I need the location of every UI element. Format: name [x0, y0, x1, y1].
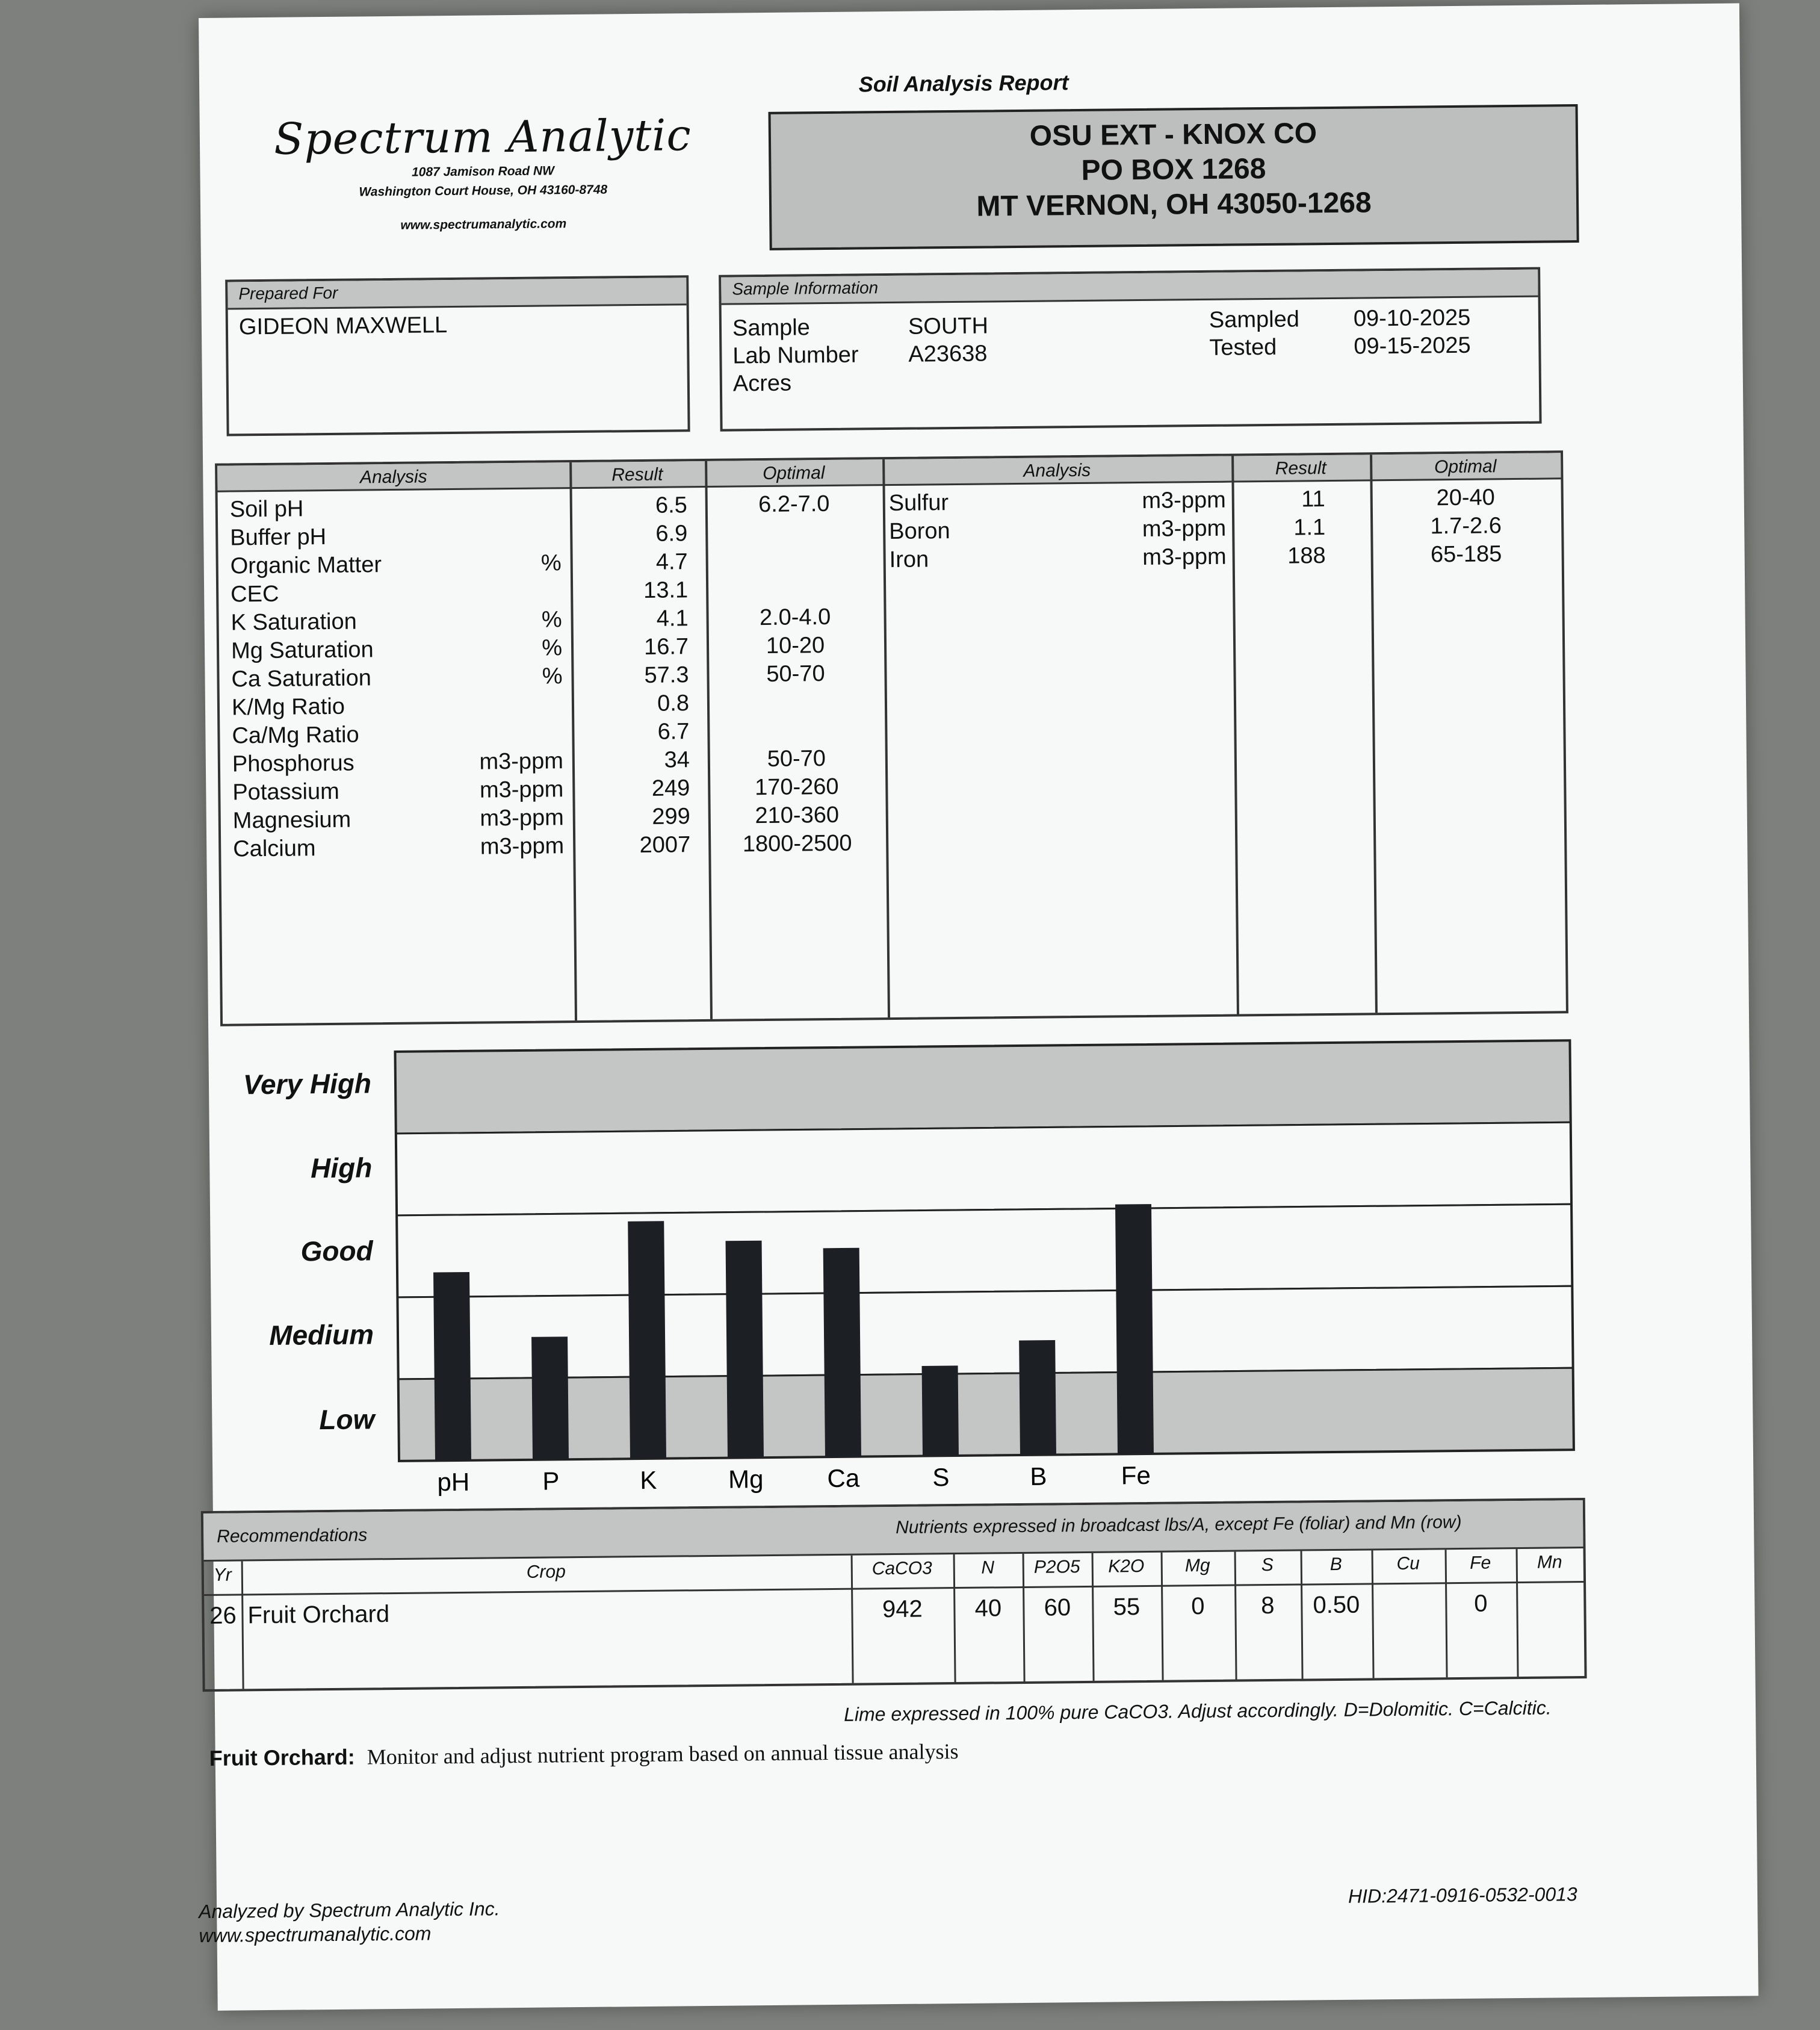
- bar-ca: [823, 1248, 861, 1457]
- analysis-result: 16.7: [643, 634, 689, 660]
- analysis-unit: [400, 691, 563, 721]
- sample-info-box: [719, 267, 1541, 432]
- analysis-name: Sulfur: [888, 490, 949, 517]
- prepared-for-heading: Prepared For: [228, 278, 686, 309]
- footer-block: [199, 1896, 500, 1948]
- level-label-good: Good: [300, 1235, 373, 1267]
- sample-value: SOUTH: [908, 313, 989, 340]
- analysis-unit: %: [542, 635, 563, 661]
- analysis-optimal: 65-185: [1430, 541, 1502, 568]
- analysis-result: 249: [651, 775, 690, 801]
- analysis-name: Buffer pH: [230, 524, 327, 551]
- analysis-unit: m3-ppm: [480, 833, 565, 860]
- x-tick-label: P: [542, 1467, 560, 1495]
- analysis-result: 11: [1301, 486, 1325, 512]
- sampled-date: 09-10-2025: [1353, 305, 1471, 332]
- analysis-name: Magnesium: [232, 807, 351, 834]
- analysis-result: 188: [1287, 543, 1326, 569]
- rec-column-header: B: [1329, 1554, 1342, 1575]
- rec-column-header: Mg: [1184, 1555, 1210, 1576]
- analysis-result: 1.1: [1293, 515, 1326, 541]
- rec-cell: 8: [1261, 1592, 1275, 1619]
- rec-cell: Fruit Orchard: [247, 1601, 390, 1629]
- x-tick-label: B: [1030, 1462, 1047, 1491]
- analysis-name: Calcium: [233, 836, 316, 862]
- level-label-very-high: Very High: [243, 1067, 372, 1100]
- customer-name: GIDEON MAXWELL: [238, 312, 448, 340]
- analysis-optimal: 20-40: [1436, 485, 1496, 511]
- chart-plot: [208, 1034, 1585, 1505]
- analysis-name: K Saturation: [231, 609, 357, 636]
- recommendations-heading: Recommendations: [217, 1525, 368, 1547]
- analysis-header-right: Analysis: [882, 456, 1231, 486]
- nutrient-level-chart: [208, 1034, 1585, 1505]
- rec-column-header: P2O5: [1033, 1557, 1080, 1577]
- level-label-medium: Medium: [268, 1318, 374, 1351]
- analysis-name: Phosphorus: [232, 750, 354, 777]
- analysis-unit: [399, 577, 562, 607]
- analysis-name: Ca Saturation: [231, 665, 372, 692]
- analysis-name: K/Mg Ratio: [231, 694, 345, 721]
- analysis-optimal: [707, 716, 885, 746]
- analysis-unit: %: [542, 663, 563, 689]
- x-tick-label: pH: [437, 1467, 470, 1497]
- lab-number-value: A23638: [908, 341, 988, 367]
- acres-label: Acres: [732, 370, 792, 397]
- report-title: Soil Analysis Report: [858, 70, 1069, 97]
- x-tick-label: Ca: [827, 1464, 860, 1493]
- analysis-optimal: 50-70: [767, 746, 826, 772]
- rec-cell: 60: [1044, 1594, 1071, 1621]
- rec-column-header: Fe: [1470, 1553, 1491, 1573]
- analysis-header-left: Analysis: [217, 462, 569, 492]
- analysis-result: 2007: [639, 832, 691, 858]
- optimal-header-left: Optimal: [705, 459, 882, 488]
- bar-p: [531, 1336, 569, 1460]
- analysis-unit: m3-ppm: [1142, 544, 1227, 570]
- analysis-unit: m3-ppm: [480, 805, 564, 831]
- analysis-optimal: [705, 518, 883, 548]
- analysis-unit: m3-ppm: [1142, 487, 1226, 514]
- level-band: [398, 1368, 1574, 1461]
- analysis-name: Boron: [889, 518, 950, 545]
- analysis-unit: m3-ppm: [479, 748, 564, 775]
- lab-address-line1: 1087 Jamison Road NW: [411, 164, 555, 179]
- level-label-high: High: [310, 1152, 373, 1184]
- sample-info-heading: Sample Information: [721, 270, 1538, 305]
- rec-cell: 0: [1191, 1593, 1205, 1620]
- client-line2: PO BOX 1268: [1081, 152, 1266, 187]
- analysis-result: 13.1: [643, 577, 689, 603]
- analysis-unit: %: [540, 550, 562, 576]
- level-band: [397, 1204, 1572, 1297]
- analysis-unit: [398, 521, 561, 551]
- analysis-unit: [400, 719, 563, 749]
- recommendations-table: [201, 1498, 1587, 1692]
- analysis-table: [215, 450, 1568, 1026]
- rec-cell: 942: [882, 1595, 923, 1623]
- crop-comment-label: Fruit Orchard:: [209, 1744, 355, 1771]
- optimal-header-right: Optimal: [1370, 453, 1561, 481]
- tested-label: Tested: [1209, 334, 1277, 361]
- result-header-left: Result: [569, 461, 705, 489]
- x-tick-label: K: [640, 1465, 657, 1495]
- recommendations-note: Nutrients expressed in broadcast lbs/A, except Fe (foliar) and Mn (row): [895, 1512, 1462, 1538]
- analysis-result: 4.7: [655, 549, 688, 575]
- analysis-name: Mg Saturation: [231, 637, 374, 664]
- analysis-name: CEC: [230, 581, 279, 607]
- sample-label: Sample: [732, 315, 811, 341]
- analysis-optimal: 1.7-2.6: [1430, 513, 1502, 539]
- level-label-low: Low: [319, 1403, 375, 1436]
- x-tick-label: Fe: [1121, 1460, 1151, 1490]
- analysis-optimal: 50-70: [766, 661, 825, 687]
- footer-analyzed-by: Analyzed by Spectrum Analytic Inc.: [199, 1898, 500, 1923]
- sampled-label: Sampled: [1209, 306, 1300, 333]
- rec-column-header: K2O: [1108, 1556, 1145, 1577]
- lab-number-label: Lab Number: [732, 342, 859, 369]
- analysis-unit: m3-ppm: [1142, 515, 1227, 542]
- bar-fe: [1115, 1204, 1154, 1454]
- bar-ph: [433, 1272, 471, 1460]
- bar-mg: [726, 1241, 764, 1458]
- analysis-result: 57.3: [644, 662, 689, 688]
- footer-website: www.spectrumanalytic.com: [199, 1922, 432, 1947]
- bar-s: [922, 1365, 959, 1456]
- level-band: [395, 1040, 1570, 1134]
- lime-note: Lime expressed in 100% pure CaCO3. Adjust accordingly. D=Dolomitic. C=Calcitic.: [843, 1696, 1552, 1725]
- analysis-result: 6.5: [655, 492, 688, 518]
- analysis-optimal: 10-20: [766, 633, 825, 659]
- rec-column-header: CaCO3: [871, 1558, 932, 1579]
- crop-comment-text: Monitor and adjust nutrient program based on annual tissue analysis: [367, 1739, 959, 1769]
- prepared-for-box: [225, 275, 690, 436]
- rec-cell: 40: [974, 1595, 1002, 1622]
- x-tick-label: Mg: [728, 1465, 764, 1494]
- lab-logo: Spectrum Analytic: [273, 110, 692, 164]
- analysis-optimal: 170-260: [754, 774, 839, 801]
- client-line3: MT VERNON, OH 43050-1268: [976, 187, 1372, 223]
- level-band: [396, 1122, 1571, 1215]
- x-tick-label: S: [932, 1463, 950, 1492]
- analysis-optimal: 210-360: [755, 802, 840, 829]
- client-address-box: [769, 104, 1579, 250]
- tested-date: 09-15-2025: [1354, 332, 1471, 359]
- crop-comment: [209, 1739, 959, 1771]
- rec-cell: 0.50: [1313, 1591, 1360, 1619]
- analysis-name: Soil pH: [229, 496, 304, 523]
- level-band: [397, 1286, 1573, 1379]
- client-line1: OSU EXT - KNOX CO: [1029, 117, 1317, 152]
- analysis-optimal: 2.0-4.0: [759, 604, 831, 631]
- rec-cell: 55: [1113, 1594, 1141, 1621]
- analysis-result: 4.1: [656, 606, 689, 632]
- analysis-name: Potassium: [232, 778, 339, 805]
- analysis-name: Iron: [889, 547, 929, 573]
- report-page: [199, 3, 1759, 2010]
- rec-cell: 26: [209, 1602, 237, 1629]
- rec-column-header: Yr: [213, 1565, 232, 1585]
- analysis-name: Ca/Mg Ratio: [232, 722, 359, 749]
- lab-website: www.spectrumanalytic.com: [400, 217, 567, 232]
- analysis-result: 6.9: [655, 521, 688, 547]
- analysis-unit: m3-ppm: [479, 777, 564, 803]
- analysis-unit: %: [541, 607, 562, 633]
- analysis-result: 6.7: [657, 719, 690, 745]
- footer-hid: HID:2471-0916-0532-0013: [1348, 1883, 1577, 1907]
- analysis-optimal: [705, 546, 883, 576]
- analysis-unit: [398, 492, 561, 523]
- rec-column-header: Mn: [1537, 1552, 1562, 1572]
- rec-cell: 0: [1474, 1590, 1488, 1617]
- bar-k: [628, 1221, 666, 1459]
- rec-cell: [1516, 1589, 1583, 1590]
- lab-address-line2: Washington Court House, OH 43160-8748: [359, 182, 608, 199]
- lab-logo-block: [272, 110, 695, 234]
- analysis-optimal: 1800-2500: [742, 830, 852, 857]
- rec-column-header: N: [981, 1557, 995, 1578]
- analysis-result: 34: [664, 747, 690, 773]
- analysis-result: 299: [652, 804, 690, 830]
- rec-column-header: S: [1261, 1554, 1274, 1575]
- analysis-result: 0.8: [657, 691, 690, 716]
- analysis-name: Organic Matter: [230, 552, 382, 579]
- analysis-optimal: 6.2-7.0: [758, 491, 830, 518]
- rec-column-header: Cu: [1396, 1553, 1420, 1574]
- analysis-optimal: [707, 688, 885, 718]
- bar-b: [1019, 1340, 1056, 1455]
- rec-column-header: Crop: [526, 1562, 566, 1582]
- result-header-right: Result: [1231, 455, 1370, 482]
- analysis-optimal: [706, 574, 884, 604]
